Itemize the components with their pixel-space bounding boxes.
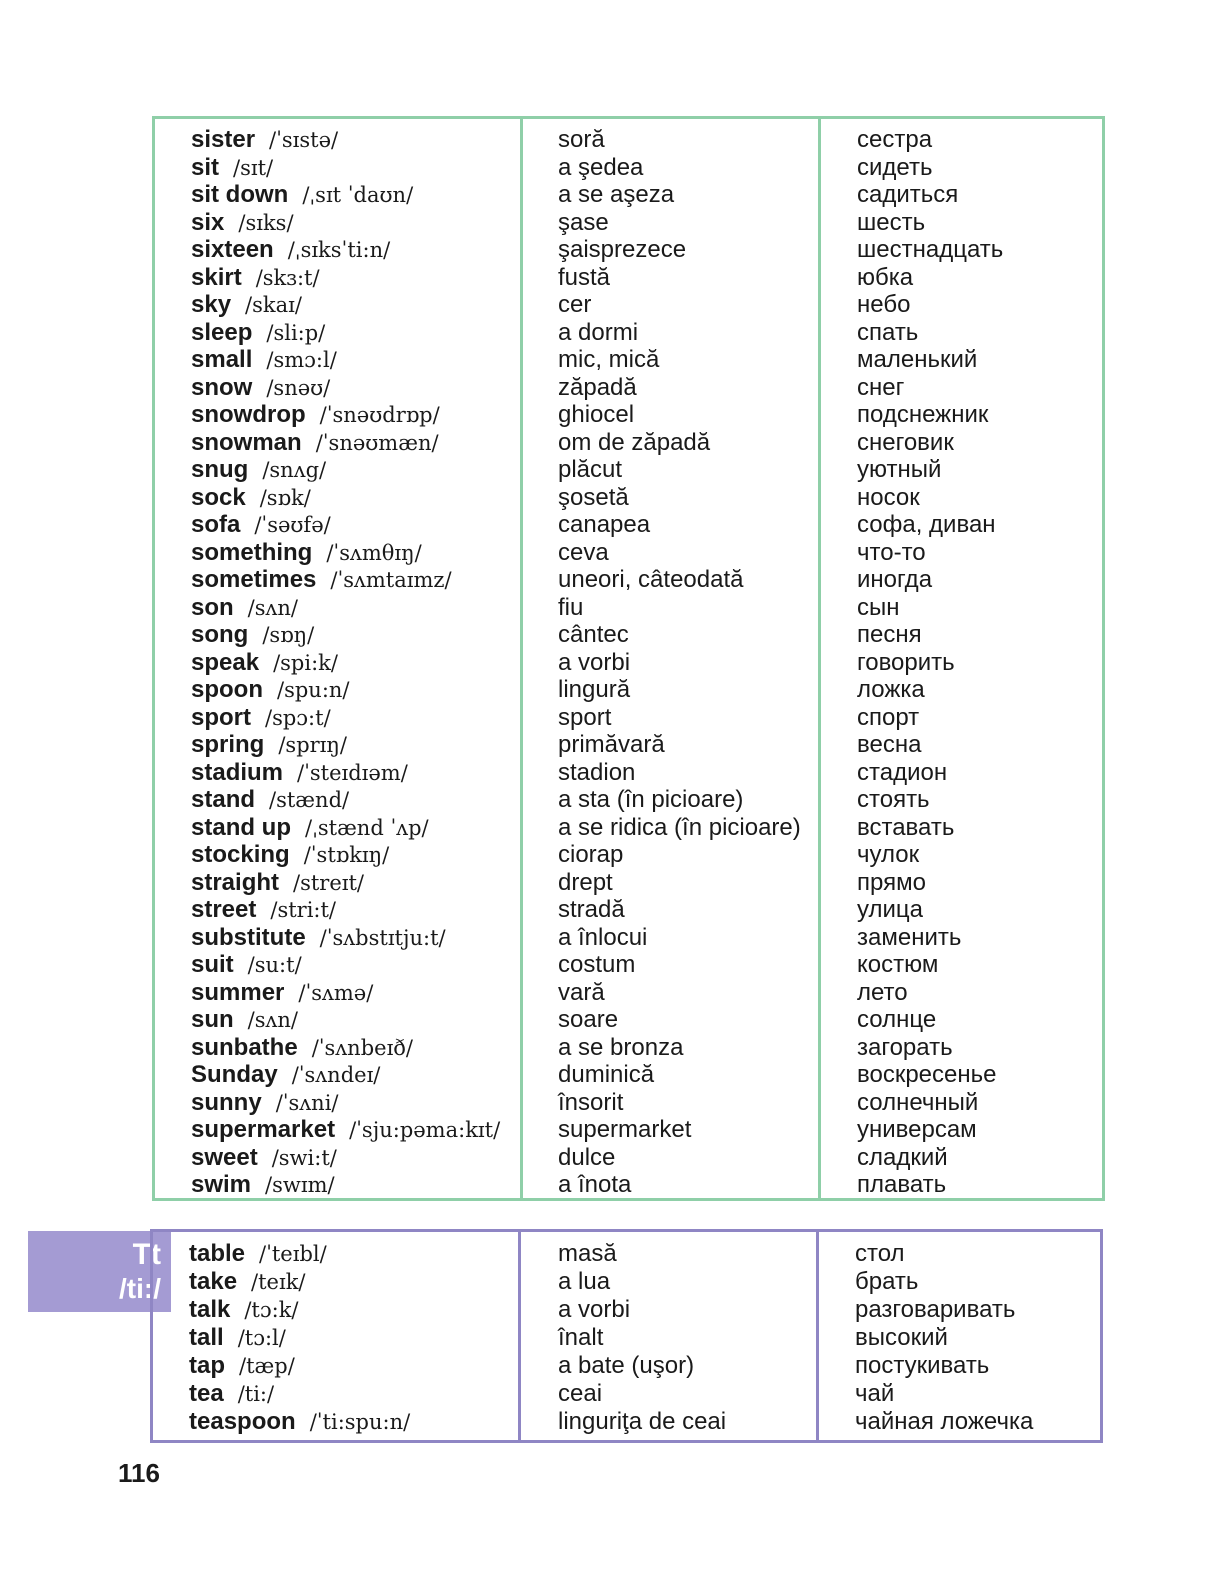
translation-russian: улица bbox=[857, 896, 923, 923]
entry-english bbox=[189, 1408, 518, 1436]
headword: sunny bbox=[191, 1088, 262, 1116]
headword: small bbox=[191, 346, 253, 373]
headword: stocking bbox=[191, 841, 290, 868]
translation-russian: иногда bbox=[857, 566, 933, 593]
entry-english bbox=[191, 1144, 520, 1172]
translation-romanian: ghiocel bbox=[558, 401, 635, 428]
pronunciation: /sʌn/ bbox=[247, 1008, 298, 1032]
translation-russian: заменить bbox=[857, 923, 962, 951]
pronunciation: /ˈsəʊfə/ bbox=[254, 513, 331, 537]
headword: sleep bbox=[191, 318, 253, 346]
pronunciation: /ˈsteɪdɪəm/ bbox=[297, 760, 408, 785]
headword: sometimes bbox=[191, 566, 317, 593]
translation-romanian: om de zăpadă bbox=[558, 428, 711, 456]
translation-romanian: ceai bbox=[558, 1380, 603, 1407]
entry-english bbox=[191, 374, 520, 402]
entry-english bbox=[191, 181, 520, 209]
headword: sofa bbox=[191, 511, 241, 538]
pronunciation: /sɒk/ bbox=[259, 485, 311, 510]
headword: sun bbox=[191, 1006, 234, 1033]
translation-russian: универсам bbox=[857, 1116, 977, 1143]
translation-russian: снеговик bbox=[857, 428, 954, 456]
translation-russian: солнечный bbox=[857, 1088, 979, 1116]
entry-english bbox=[191, 676, 520, 704]
translation-russian: садиться bbox=[857, 181, 959, 208]
pronunciation: /skaɪ/ bbox=[245, 293, 302, 317]
translation-russian: солнце bbox=[857, 1006, 937, 1033]
headword: tall bbox=[189, 1324, 224, 1351]
translation-romanian: fiu bbox=[558, 593, 584, 621]
translation-russian: стол bbox=[855, 1240, 905, 1267]
headword: table bbox=[189, 1240, 246, 1267]
vocabulary-table-t bbox=[150, 1229, 1103, 1443]
translation-romanian: a se aşeza bbox=[558, 181, 675, 208]
headword: tea bbox=[189, 1380, 224, 1407]
pronunciation: /ˈsʌmə/ bbox=[298, 980, 374, 1005]
pronunciation: /ti:/ bbox=[237, 1382, 275, 1406]
translation-romanian: şase bbox=[558, 208, 609, 236]
headword: sixteen bbox=[191, 236, 274, 263]
translation-russian: шесть bbox=[857, 208, 926, 236]
entry-english bbox=[189, 1380, 518, 1408]
translation-romanian: şaisprezece bbox=[558, 236, 687, 263]
headword: son bbox=[191, 593, 234, 621]
headword: snug bbox=[191, 456, 249, 483]
translation-russian: шестнадцать bbox=[857, 236, 1004, 263]
headword: tap bbox=[189, 1352, 225, 1379]
translation-russian: костюм bbox=[857, 951, 939, 978]
translation-russian: брать bbox=[855, 1268, 919, 1295]
headword: snowdrop bbox=[191, 401, 306, 428]
translation-romanian: plăcut bbox=[558, 456, 623, 483]
translation-romanian: fustă bbox=[558, 263, 611, 291]
translation-romanian: primăvară bbox=[558, 731, 665, 758]
translation-russian: плавать bbox=[857, 1171, 947, 1198]
translation-russian: вставать bbox=[857, 813, 955, 841]
pronunciation: /stænd/ bbox=[269, 788, 350, 812]
pronunciation: /spu:n/ bbox=[277, 678, 350, 702]
pronunciation: /spɔ:t/ bbox=[265, 705, 331, 730]
pronunciation: /teɪk/ bbox=[251, 1270, 306, 1294]
translation-romanian: a şedea bbox=[558, 153, 644, 181]
entry-english bbox=[191, 456, 520, 484]
translation-russian: спать bbox=[857, 318, 919, 346]
entry-english bbox=[191, 236, 520, 264]
translation-romanian: masă bbox=[558, 1240, 617, 1267]
headword: teaspoon bbox=[189, 1408, 296, 1435]
pronunciation: /ˈteɪbl/ bbox=[259, 1242, 327, 1266]
translation-romanian: a înota bbox=[558, 1171, 632, 1198]
headword: stadium bbox=[191, 758, 284, 786]
translation-romanian: însorit bbox=[558, 1088, 624, 1116]
translation-russian: весна bbox=[857, 731, 922, 758]
translation-russian: чулок bbox=[857, 841, 920, 868]
translation-romanian: sport bbox=[558, 703, 612, 731]
translation-russian: юбка bbox=[857, 263, 914, 291]
pronunciation: /skɜ:t/ bbox=[255, 265, 320, 290]
translation-romanian: stradă bbox=[558, 896, 625, 923]
translation-russian: сладкий bbox=[857, 1143, 948, 1171]
entry-english bbox=[191, 1171, 520, 1198]
entry-english bbox=[191, 1061, 520, 1089]
entry-english bbox=[191, 401, 520, 429]
headword: spoon bbox=[191, 676, 263, 703]
translation-romanian: stadion bbox=[558, 758, 636, 786]
pronunciation: /ˈsɪstə/ bbox=[269, 128, 339, 152]
translation-russian: высокий bbox=[855, 1324, 948, 1351]
entry-english bbox=[191, 209, 520, 237]
entry-english bbox=[191, 319, 520, 347]
headword: substitute bbox=[191, 923, 306, 951]
pronunciation: /sɪks/ bbox=[238, 210, 294, 235]
translation-romanian: a vorbi bbox=[558, 1296, 631, 1323]
translation-russian: сидеть bbox=[857, 153, 933, 181]
headword: sit down bbox=[191, 181, 289, 208]
translation-romanian: mic, mică bbox=[558, 346, 660, 373]
headword: stand up bbox=[191, 813, 291, 841]
translation-russian: небо bbox=[857, 291, 911, 318]
translation-romanian: a sta (în picioare) bbox=[558, 786, 744, 813]
translation-romanian: cer bbox=[558, 291, 592, 318]
entry-english bbox=[189, 1268, 518, 1296]
romanian-column bbox=[523, 119, 821, 1198]
translation-romanian: uneori, câteodată bbox=[558, 566, 744, 593]
letter-pronunciation: /ti:/ bbox=[119, 1273, 161, 1304]
translation-russian: воскресенье bbox=[857, 1061, 997, 1088]
pronunciation: /ˈsju:pəma:kɪt/ bbox=[349, 1118, 501, 1142]
translation-russian: лето bbox=[857, 978, 908, 1006]
entry-english bbox=[191, 126, 520, 154]
entry-english bbox=[191, 924, 520, 952]
headword: snow bbox=[191, 373, 253, 401]
entry-english bbox=[191, 786, 520, 814]
entry-english bbox=[191, 1006, 520, 1034]
page-number: 116 bbox=[118, 1458, 160, 1488]
translation-russian: софа, диван bbox=[857, 511, 996, 538]
entry-english bbox=[191, 1034, 520, 1062]
pronunciation: /swɪm/ bbox=[265, 1173, 335, 1197]
headword: stand bbox=[191, 786, 256, 813]
translation-romanian: a se bronza bbox=[558, 1033, 684, 1061]
translation-romanian: duminică bbox=[558, 1061, 655, 1088]
entry-english bbox=[191, 1089, 520, 1117]
translation-romanian: soare bbox=[558, 1006, 619, 1033]
pronunciation: /streɪt/ bbox=[293, 870, 365, 895]
headword: sport bbox=[191, 703, 251, 731]
translation-russian: чайная ложечка bbox=[855, 1408, 1034, 1435]
translation-romanian: linguriţa de ceai bbox=[558, 1408, 727, 1435]
entry-english bbox=[189, 1296, 518, 1324]
pronunciation: /ˈsʌmθɪŋ/ bbox=[326, 540, 422, 565]
translation-russian: что-то bbox=[857, 538, 926, 566]
translation-russian: разговаривать bbox=[855, 1296, 1016, 1323]
entry-english bbox=[191, 429, 520, 457]
translation-russian: стоять bbox=[857, 786, 930, 813]
pronunciation: /ˈsʌni/ bbox=[275, 1090, 339, 1115]
headword: summer bbox=[191, 978, 285, 1006]
pronunciation: /ˈsʌndeɪ/ bbox=[291, 1063, 381, 1087]
translation-russian: стадион bbox=[857, 758, 948, 786]
translation-romanian: a lua bbox=[558, 1268, 611, 1295]
entry-english bbox=[191, 814, 520, 842]
pronunciation: /ˌstænd ˈʌp/ bbox=[305, 815, 429, 840]
pronunciation: /sprɪŋ/ bbox=[278, 733, 347, 757]
translation-russian: носок bbox=[857, 483, 920, 511]
entry-english bbox=[191, 896, 520, 924]
pronunciation: /sʌn/ bbox=[247, 595, 298, 620]
translation-romanian: supermarket bbox=[558, 1116, 692, 1143]
headword: suit bbox=[191, 951, 234, 978]
pronunciation: /ˈsʌmtaɪmz/ bbox=[330, 568, 452, 592]
headword: sweet bbox=[191, 1143, 258, 1171]
pronunciation: /snəʊ/ bbox=[266, 375, 331, 400]
vocabulary-table-s bbox=[152, 116, 1105, 1201]
pronunciation: /sɒŋ/ bbox=[262, 623, 315, 647]
translation-russian: загорать bbox=[857, 1033, 953, 1061]
translation-russian: маленький bbox=[857, 346, 978, 373]
translation-romanian: vară bbox=[558, 978, 605, 1006]
translation-romanian: costum bbox=[558, 951, 636, 978]
pronunciation: /sɪt/ bbox=[233, 155, 274, 180]
translation-romanian: lingură bbox=[558, 676, 631, 703]
headword: skirt bbox=[191, 263, 242, 291]
pronunciation: /ˌsɪksˈti:n/ bbox=[287, 238, 391, 262]
entry-english bbox=[191, 621, 520, 649]
translation-russian: прямо bbox=[857, 868, 926, 896]
pronunciation: /stri:t/ bbox=[270, 898, 337, 922]
translation-romanian: a înlocui bbox=[558, 923, 648, 951]
pronunciation: /tɔ:l/ bbox=[237, 1326, 286, 1350]
translation-russian: говорить bbox=[857, 648, 955, 676]
entry-english bbox=[191, 759, 520, 787]
entry-english bbox=[191, 539, 520, 567]
pronunciation: /tæp/ bbox=[239, 1354, 295, 1378]
pronunciation: /ˌsɪt ˈdaʊn/ bbox=[302, 183, 414, 207]
translation-russian: ложка bbox=[857, 676, 925, 703]
entry-english bbox=[191, 594, 520, 622]
russian-column bbox=[821, 119, 1102, 1198]
headword: take bbox=[189, 1268, 238, 1295]
english-column bbox=[155, 119, 523, 1198]
russian-column bbox=[819, 1232, 1100, 1440]
headword: supermarket bbox=[191, 1116, 336, 1143]
headword: sit bbox=[191, 153, 220, 181]
headword: straight bbox=[191, 868, 280, 896]
entry-english bbox=[191, 346, 520, 374]
entry-english bbox=[189, 1324, 518, 1352]
pronunciation: /ˈsnəʊdrɒp/ bbox=[319, 403, 440, 427]
entry-english bbox=[191, 566, 520, 594]
pronunciation: /snʌg/ bbox=[262, 458, 327, 482]
translation-romanian: drept bbox=[558, 868, 613, 896]
translation-russian: постукивать bbox=[855, 1352, 990, 1379]
translation-romanian: şosetă bbox=[558, 483, 629, 511]
headword: sky bbox=[191, 291, 232, 318]
translation-russian: сын bbox=[857, 593, 900, 621]
translation-romanian: a vorbi bbox=[558, 648, 631, 676]
headword: sunbathe bbox=[191, 1033, 298, 1061]
entry-english bbox=[191, 951, 520, 979]
translation-russian: спорт bbox=[857, 703, 920, 731]
translation-romanian: ceva bbox=[558, 538, 609, 566]
headword: street bbox=[191, 896, 257, 923]
entry-english bbox=[191, 154, 520, 182]
headword: something bbox=[191, 538, 313, 566]
translation-russian: сестра bbox=[857, 126, 933, 153]
entry-english bbox=[191, 649, 520, 677]
translation-romanian: canapea bbox=[558, 511, 651, 538]
pronunciation: /ˈstɒkɪŋ/ bbox=[303, 843, 390, 867]
entry-english bbox=[191, 731, 520, 759]
headword: speak bbox=[191, 648, 260, 676]
pronunciation: /sli:p/ bbox=[266, 320, 326, 345]
pronunciation: /tɔ:k/ bbox=[244, 1298, 299, 1322]
translation-romanian: a bate (uşor) bbox=[558, 1352, 695, 1379]
entry-english bbox=[191, 704, 520, 732]
translation-romanian: soră bbox=[558, 126, 605, 153]
english-column bbox=[153, 1232, 521, 1440]
headword: six bbox=[191, 208, 225, 236]
pronunciation: /su:t/ bbox=[247, 953, 302, 977]
entry-english bbox=[189, 1240, 518, 1268]
romanian-column bbox=[521, 1232, 819, 1440]
entry-english bbox=[191, 869, 520, 897]
translation-russian: уютный bbox=[857, 456, 942, 483]
entry-english bbox=[191, 264, 520, 292]
pronunciation: /swi:t/ bbox=[271, 1145, 337, 1170]
headword: snowman bbox=[191, 428, 302, 456]
entry-english bbox=[191, 841, 520, 869]
headword: sister bbox=[191, 126, 256, 153]
entry-english bbox=[191, 484, 520, 512]
pronunciation: /spi:k/ bbox=[273, 650, 338, 675]
translation-russian: песня bbox=[857, 621, 922, 648]
letter-heading: Tt bbox=[132, 1238, 161, 1271]
translation-russian: подснежник bbox=[857, 401, 989, 428]
pronunciation: /ˈsnəʊmæn/ bbox=[315, 430, 439, 455]
headword: spring bbox=[191, 731, 265, 758]
entry-english bbox=[191, 291, 520, 319]
headword: sock bbox=[191, 483, 246, 511]
translation-romanian: ciorap bbox=[558, 841, 624, 868]
headword: talk bbox=[189, 1296, 231, 1323]
translation-romanian: a dormi bbox=[558, 318, 639, 346]
pronunciation: /ˈsʌnbeɪð/ bbox=[311, 1035, 414, 1060]
pronunciation: /ˈsʌbstɪtju:t/ bbox=[319, 925, 446, 950]
pronunciation: /ˈti:spu:n/ bbox=[309, 1410, 411, 1434]
translation-russian: снег bbox=[857, 373, 905, 401]
translation-romanian: zăpadă bbox=[558, 373, 637, 401]
translation-romanian: dulce bbox=[558, 1143, 616, 1171]
headword: song bbox=[191, 621, 249, 648]
headword: Sunday bbox=[191, 1061, 278, 1088]
headword: swim bbox=[191, 1171, 252, 1198]
entry-english bbox=[191, 979, 520, 1007]
translation-romanian: înalt bbox=[558, 1324, 604, 1351]
pronunciation: /smɔ:l/ bbox=[266, 348, 337, 372]
translation-romanian: cântec bbox=[558, 621, 629, 648]
entry-english bbox=[191, 1116, 520, 1144]
translation-romanian: a se ridica (în picioare) bbox=[558, 813, 801, 841]
entry-english bbox=[191, 511, 520, 539]
entry-english bbox=[189, 1352, 518, 1380]
translation-russian: чай bbox=[855, 1380, 895, 1407]
